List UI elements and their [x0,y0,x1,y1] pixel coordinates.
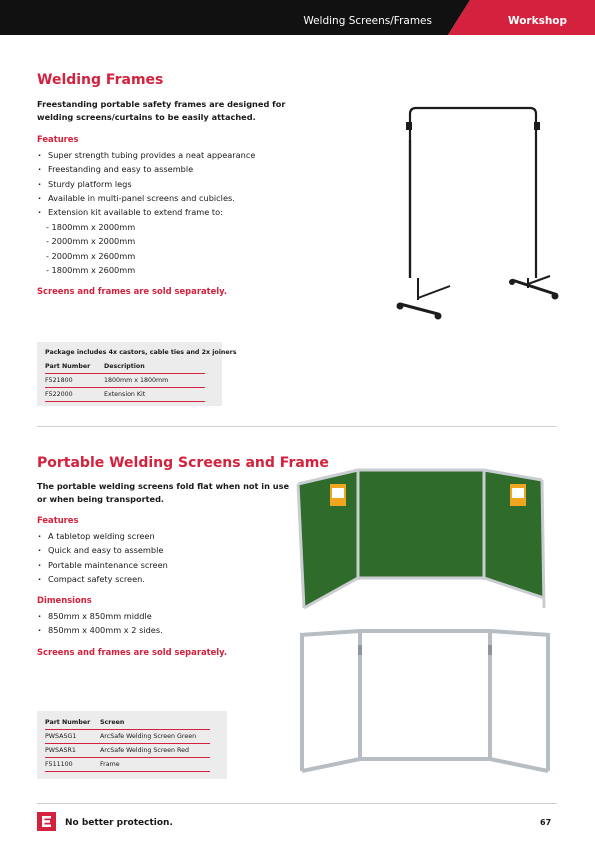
table-header: Part Number [45,363,104,374]
table-cell: F521800 [45,374,104,388]
table-cell: ArcSafe Welding Screen Red [100,744,210,758]
portable-parts-table [45,719,210,772]
header-section-title: Welding Screens/Frames [303,15,432,27]
section-divider [37,426,557,427]
list-item: · A tabletop welding screen [37,529,287,543]
table-row [45,730,210,744]
table-row [45,758,210,772]
list-item: - 2000mm x 2000mm [46,236,136,247]
green-welding-screen-image [292,458,558,618]
list-item: · Compact safety screen. [37,572,287,586]
table-row [45,744,210,758]
table-cell: Extension Kit [104,388,205,402]
welding-frame-image [390,100,560,325]
portable-sold-separately-note: Screens and frames are sold separately. [37,647,228,657]
list-item: - 2000mm x 2600mm [46,250,136,261]
footer-tagline: No better protection. [65,818,173,828]
portable-features-heading: Features [37,515,79,525]
page-number: 67 [540,818,552,827]
table-cell: F511100 [45,758,100,772]
table-header: Description [104,363,205,374]
frames-lead-text: Freestanding portable safety frames are designed for welding screens/curtains to be easily attached. [37,99,286,122]
extension-sizes-list [46,220,135,277]
table-cell: PWSASG1 [45,730,100,744]
section-title-welding-frames: Welding Frames [37,72,164,88]
header-tab-workshop[interactable]: Workshop [508,15,568,27]
table-cell: PWSASR1 [45,744,100,758]
list-item: · Sturdy platform legs [37,177,287,191]
list-item: · Super strength tubing provides a neat appearance [37,148,287,162]
table-header: Screen [100,719,210,730]
table-row [45,374,205,388]
frames-features-list [37,148,287,219]
table-row [45,388,205,402]
brand-logo-icon [37,812,56,831]
table-cell: ArcSafe Welding Screen Green [100,730,210,744]
dimensions-list [37,609,287,638]
package-note: Package includes 4x castors, cable ties and 2x joiners [45,349,237,356]
dimensions-heading: Dimensions [37,595,92,605]
frames-sold-separately-note: Screens and frames are sold separately. [37,286,228,296]
list-item: · Portable maintenance screen [37,558,287,572]
table-cell: Frame [100,758,210,772]
frames-parts-table [45,363,205,402]
list-item: · 850mm x 850mm middle [37,609,287,623]
portable-features-list [37,529,287,586]
portable-frame-image [294,625,556,777]
section-title-portable-screens: Portable Welding Screens and Frame [37,455,329,471]
footer-divider [37,803,557,804]
table-cell: 1800mm x 1800mm [104,374,205,388]
frames-features-heading: Features [37,134,79,144]
list-item: · Freestanding and easy to assemble [37,162,287,176]
list-item: - 1800mm x 2600mm [46,264,136,275]
table-header: Part Number [45,719,100,730]
table-cell: F522000 [45,388,104,402]
list-item: · 850mm x 400mm x 2 sides. [37,623,287,637]
list-item: · Extension kit available to extend frame to: [37,205,287,219]
list-item: · Available in multi-panel screens and cubicles. [37,191,287,205]
list-item: - 1800mm x 2000mm [46,222,136,232]
list-item: · Quick and easy to assemble [37,543,287,557]
portable-lead-text: The portable welding screens fold flat when not in use or when being transported. [37,481,290,504]
